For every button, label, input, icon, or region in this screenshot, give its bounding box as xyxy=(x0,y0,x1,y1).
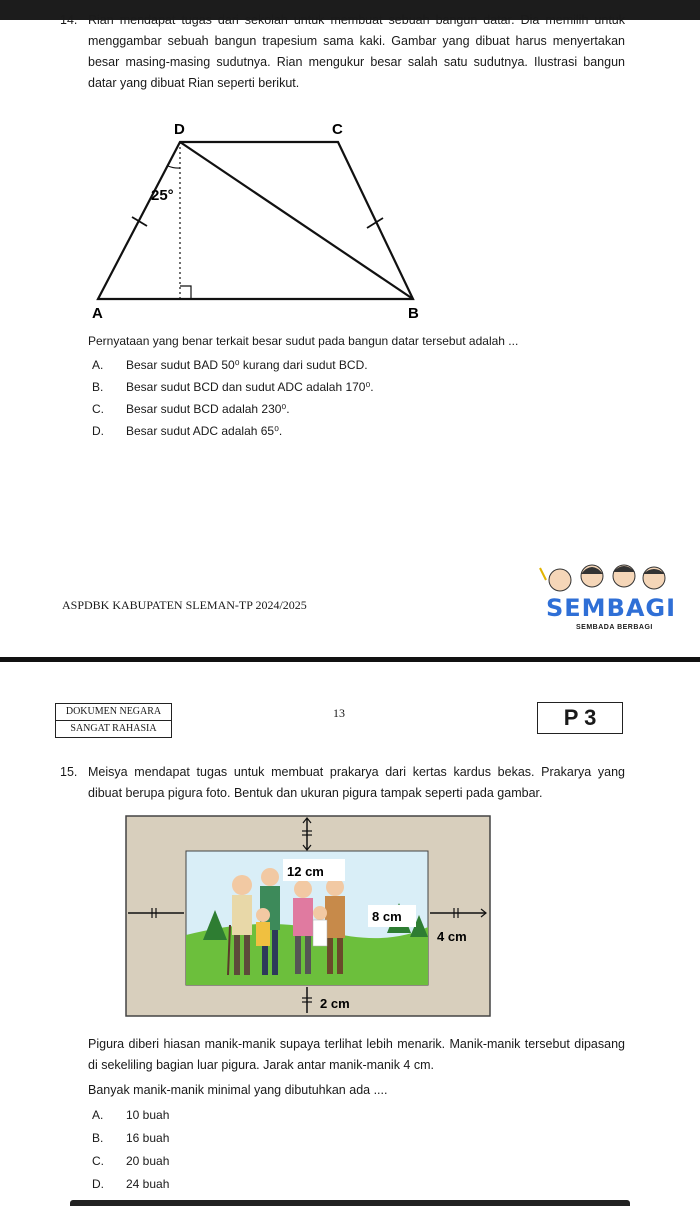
angle-label: 25° xyxy=(151,187,174,204)
q15-option-b[interactable]: B. 16 buah xyxy=(92,1131,170,1145)
sembagi-logo xyxy=(532,558,677,638)
exam-footer: ASPDBK KABUPATEN SLEMAN-TP 2024/2025 xyxy=(62,598,307,612)
q15-prompt: Banyak manik-manik minimal yang dibutuhkan ada .... xyxy=(88,1083,388,1097)
q14-option-d[interactable]: D. Besar sudut ADC adalah 65⁰. xyxy=(92,424,283,438)
q14-option-c[interactable]: C. Besar sudut BCD adalah 230⁰. xyxy=(92,402,290,416)
doc-label: DOKUMEN NEGARA xyxy=(55,703,172,721)
q15-option-c[interactable]: C. 20 buah xyxy=(92,1154,170,1168)
right-angle-mark xyxy=(180,286,191,299)
q15-number: 15. xyxy=(60,765,78,779)
q15-option-a[interactable]: A. 10 buah xyxy=(92,1108,170,1122)
height-label: 8 cm xyxy=(372,909,402,924)
q14-text: Rian mendapat tugas dari sekolah untuk membuat sebuah bangun datar. Dia memilih untuk menggambar sebuah bangun trapesium sama kaki. Gambar yang dibuat harus menyertakan besar masing-masing sudutnya. Rian mengukur besar salah satu sudutnya. Ilustrasi bangun datar yang dibuat Rian seperti berikut. xyxy=(88,13,625,90)
width-label: 12 cm xyxy=(287,864,324,879)
bottom-edge-bar xyxy=(70,1200,630,1206)
logo-subtitle: SEMBADA BERBAGI xyxy=(576,624,653,631)
photo-frame-figure xyxy=(125,815,491,1017)
secret-label: SANGAT RAHASIA xyxy=(55,720,172,738)
q14-option-a[interactable]: A. Besar sudut BAD 50⁰ kurang dari sudut BCD. xyxy=(92,358,368,372)
label-a: A xyxy=(92,305,103,322)
q14-prompt: Pernyataan yang benar terkait besar sudut pada bangun datar tersebut adalah ... xyxy=(88,334,519,348)
trapezoid-figure xyxy=(80,118,440,328)
q14-number: 14. xyxy=(60,13,78,27)
logo-text: SEMBAGI xyxy=(546,594,677,622)
bottom-label: 2 cm xyxy=(320,996,350,1011)
side-label: 4 cm xyxy=(437,929,467,944)
trapezoid-shape xyxy=(98,142,413,299)
label-b: B xyxy=(408,305,419,322)
q15-text: Meisya mendapat tugas untuk membuat prakarya dari kertas kardus bekas. Prakarya yang dibuat berupa pigura foto. Bentuk dan ukuran pigura tampak seperti pada gambar. xyxy=(88,765,625,800)
page-number: 13 xyxy=(333,706,345,720)
q14-option-b[interactable]: B. Besar sudut BCD dan sudut ADC adalah 170⁰. xyxy=(92,380,374,394)
angle-arc xyxy=(168,166,180,168)
page-separator xyxy=(0,657,700,662)
paket-box: P 3 xyxy=(537,702,623,734)
label-c: C xyxy=(332,121,343,138)
label-d: D xyxy=(174,121,185,138)
q15-option-d[interactable]: D. 24 buah xyxy=(92,1177,170,1191)
q15-text2: Pigura diberi hiasan manik-manik supaya terlihat lebih menarik. Manik-manik tersebut dipasang di sekeliling bagian luar pigura. Jarak antar manik-manik 4 cm. xyxy=(88,1037,625,1072)
